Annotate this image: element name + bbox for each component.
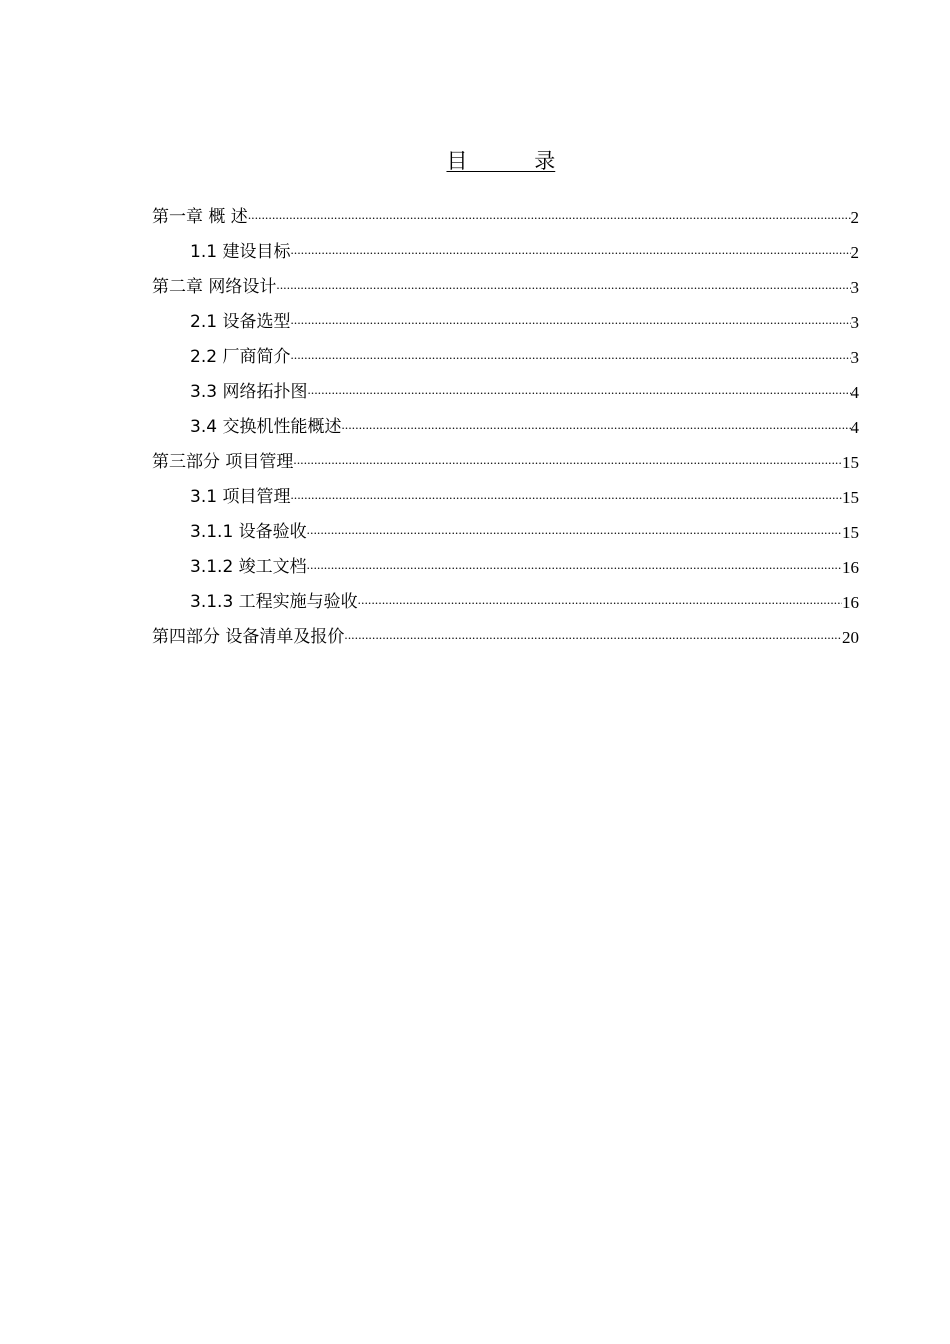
- toc-entry-page: 15: [842, 453, 859, 472]
- toc-dot-leader: [307, 515, 842, 550]
- toc-entry-page: 20: [842, 628, 859, 647]
- toc-entry-label: 1.1 建设目标: [190, 242, 291, 262]
- toc-entry[interactable]: [152, 305, 859, 340]
- toc-entry[interactable]: [152, 340, 859, 375]
- toc-entry-label: 第一章 概 述: [152, 207, 248, 227]
- toc-entry[interactable]: [152, 585, 859, 620]
- table-of-contents: [152, 200, 859, 655]
- toc-entry-label: 3.3 网络拓扑图: [190, 382, 308, 402]
- toc-entry-page: 3: [850, 313, 859, 332]
- toc-entry-page: 15: [842, 523, 859, 542]
- toc-entry[interactable]: [152, 375, 859, 410]
- toc-dot-leader: [341, 410, 850, 445]
- toc-entry-label: 第二章 网络设计: [152, 277, 277, 297]
- toc-dot-leader: [290, 235, 850, 270]
- toc-title: [0, 116, 950, 206]
- toc-entry-label: 2.2 厂商简介: [190, 347, 291, 367]
- toc-entry-page: 2: [850, 243, 859, 262]
- toc-entry-label: 第四部分 设备清单及报价: [152, 627, 345, 647]
- toc-entry-label: 3.1 项目管理: [190, 487, 291, 507]
- toc-dot-leader: [344, 620, 842, 655]
- toc-dot-leader: [307, 550, 842, 585]
- toc-entry[interactable]: [152, 445, 859, 480]
- toc-entry[interactable]: [152, 480, 859, 515]
- toc-entry[interactable]: [152, 515, 859, 550]
- toc-entry[interactable]: [152, 550, 859, 585]
- toc-dot-leader: [248, 200, 851, 235]
- toc-entry-page: 4: [850, 418, 859, 437]
- toc-entry-label: 3.1.2 竣工文档: [190, 557, 307, 577]
- toc-dot-leader: [290, 340, 850, 375]
- toc-entry[interactable]: [152, 410, 859, 445]
- toc-dot-leader: [276, 270, 850, 305]
- toc-entry-page: 16: [842, 558, 859, 577]
- toc-entry[interactable]: [152, 620, 859, 655]
- toc-dot-leader: [358, 585, 842, 620]
- toc-title-text: 目 录: [446, 149, 556, 173]
- toc-entry-label: 3.1.1 设备验收: [190, 522, 307, 542]
- toc-entry-label: 3.4 交换机性能概述: [190, 417, 342, 437]
- toc-entry-label: 3.1.3 工程实施与验收: [190, 592, 358, 612]
- toc-entry-page: 4: [850, 383, 859, 402]
- toc-entry-page: 3: [850, 278, 859, 297]
- toc-entry[interactable]: [152, 270, 859, 305]
- toc-entry-label: 2.1 设备选型: [190, 312, 291, 332]
- toc-dot-leader: [307, 375, 850, 410]
- toc-entry-page: 2: [850, 208, 859, 227]
- toc-entry[interactable]: [152, 235, 859, 270]
- toc-dot-leader: [293, 445, 842, 480]
- toc-entry-page: 15: [842, 488, 859, 507]
- toc-entry-page: 16: [842, 593, 859, 612]
- toc-dot-leader: [290, 480, 842, 515]
- toc-entry[interactable]: [152, 200, 859, 235]
- toc-dot-leader: [290, 305, 850, 340]
- toc-entry-label: 第三部分 项目管理: [152, 452, 294, 472]
- toc-entry-page: 3: [850, 348, 859, 367]
